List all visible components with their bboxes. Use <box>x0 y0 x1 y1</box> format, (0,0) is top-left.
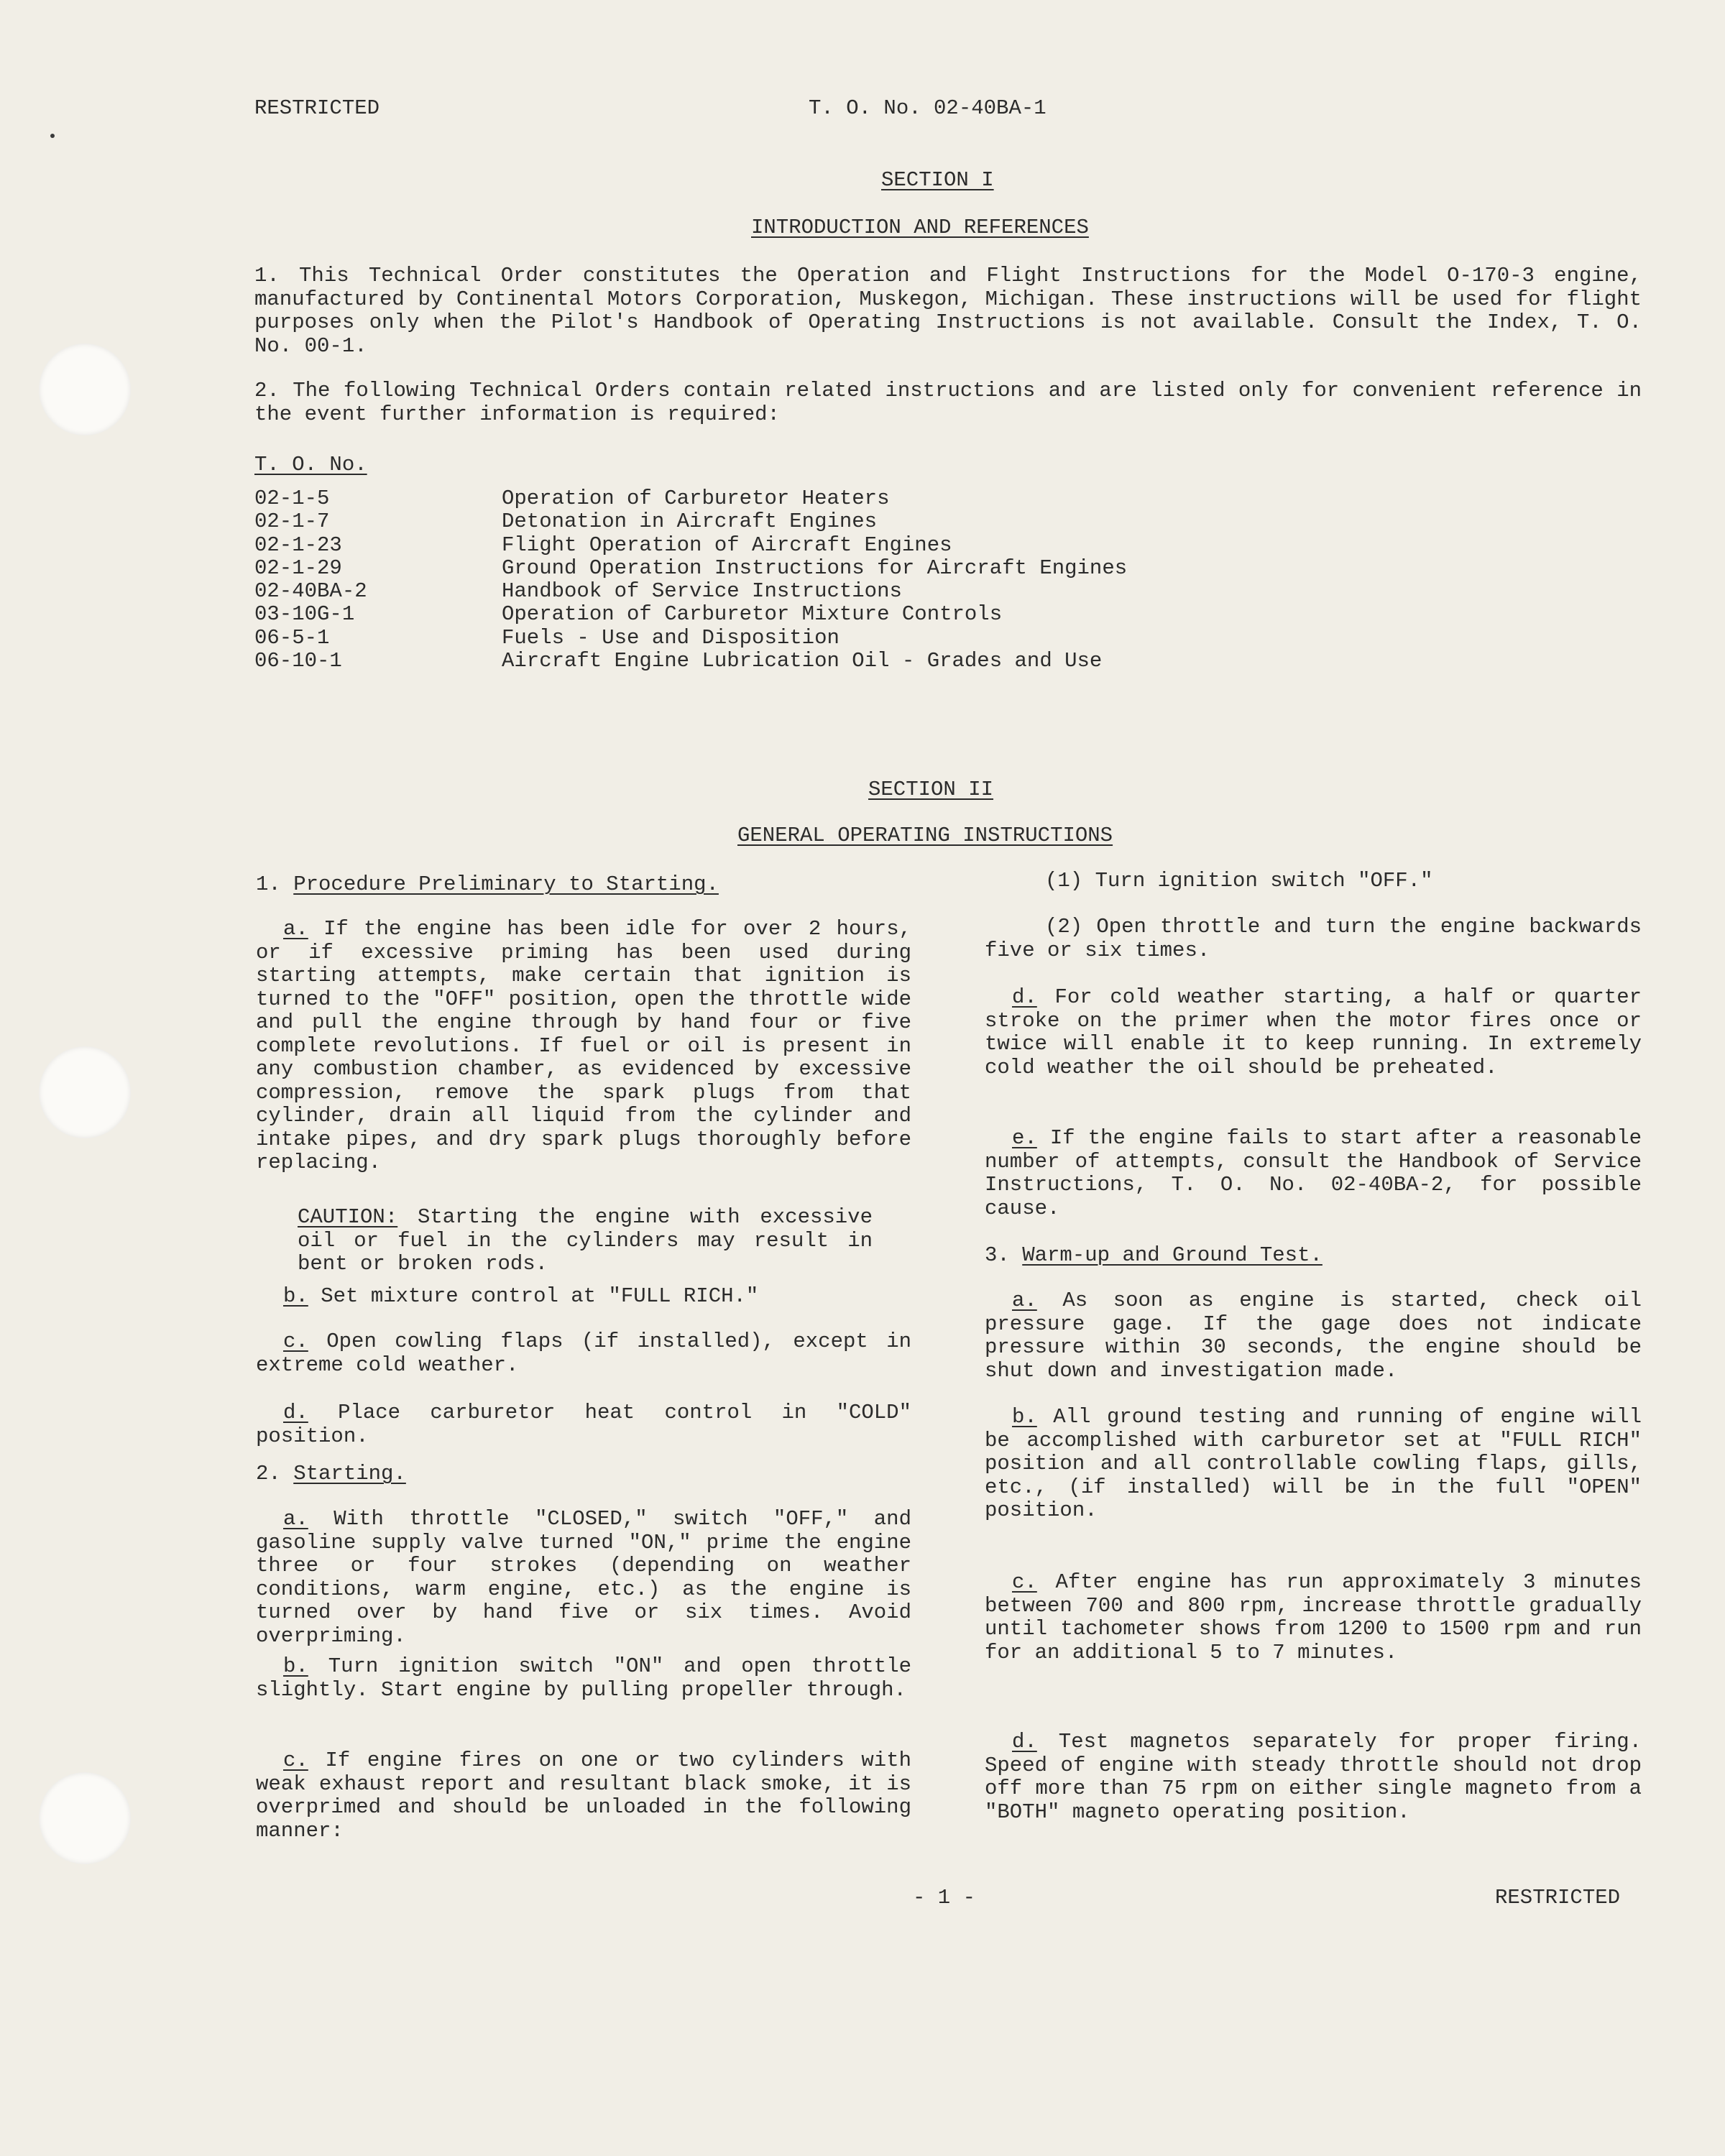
reference-title: Operation of Carburetor Heaters <box>502 487 890 510</box>
paragraph-2e <box>985 1127 1642 1220</box>
item-text: Set mixture control at "FULL RICH." <box>321 1284 759 1308</box>
subsection-title: Procedure Preliminary to Starting. <box>293 872 719 896</box>
item-letter: d. <box>283 1401 308 1424</box>
paragraph-3c <box>985 1571 1642 1664</box>
reference-title: Ground Operation Instructions for Aircraft Engines <box>502 556 1128 580</box>
item-text: For cold weather starting, a half or quarter stroke on the primer when the motor fires once or twice will enable it to keep running. In extremely cold weather the oil should be preheated. <box>985 985 1642 1079</box>
item-letter: d. <box>1012 1730 1037 1754</box>
refs-column-header: T. O. No. <box>254 453 367 476</box>
reference-number: 02-1-29 <box>254 556 342 580</box>
reference-row <box>254 650 1127 673</box>
subsection-number: 2. <box>256 1462 281 1485</box>
reference-title: Handbook of Service Instructions <box>502 579 902 604</box>
item-letter: b. <box>1012 1405 1037 1429</box>
paragraph-2b <box>256 1655 911 1702</box>
reference-number: 02-40BA-2 <box>254 579 367 604</box>
item-letter: c. <box>283 1330 308 1353</box>
page-number: - 1 - <box>913 1886 976 1909</box>
item-text: Place carburetor heat control in "COLD" position. <box>256 1401 911 1448</box>
paragraph-1c <box>256 1330 911 1377</box>
section-2-title: GENERAL OPERATING INSTRUCTIONS <box>737 824 1113 847</box>
paragraph-1d <box>256 1401 911 1448</box>
reference-number: 02-1-7 <box>254 510 330 534</box>
paragraph-2c1: (1) Turn ignition switch "OFF." <box>1045 869 1433 893</box>
punch-hole-bottom <box>39 1772 131 1864</box>
header-to-number: T. O. No. 02-40BA-1 <box>809 96 1046 120</box>
reference-row <box>254 603 1127 626</box>
subsection-number: 3. <box>985 1243 1010 1267</box>
item-text: Test magnetos separately for proper firing. Speed of engine with steady throttle should not drop off more than 75 rpm on either single magneto from a "BOTH" magneto operating position. <box>985 1730 1642 1824</box>
reference-number: 02-1-23 <box>254 533 342 557</box>
reference-title: Operation of Carburetor Mixture Controls <box>502 602 1003 627</box>
punch-hole-top <box>39 344 131 436</box>
subsection-number: 1. <box>256 872 281 896</box>
subsection-title: Starting. <box>293 1462 406 1485</box>
item-letter: a. <box>283 1507 308 1531</box>
section-1-paragraph-2: 2. The following Technical Orders contain related instructions and are listed only for convenient reference in the event further information is required: <box>254 379 1642 426</box>
reference-row <box>254 580 1127 603</box>
subsection-3-heading <box>985 1243 1322 1267</box>
item-letter: b. <box>283 1654 308 1678</box>
subsection-title: Warm-up and Ground Test. <box>1022 1243 1322 1267</box>
reference-number: 06-5-1 <box>254 625 330 650</box>
item-letter: d. <box>1012 985 1037 1009</box>
item-text: All ground testing and running of engine will be accomplished with carburetor set at "FULL RICH" position and all controllable cowling flaps, gills, etc., (if installed) will be in the full "OPEN" position. <box>985 1405 1642 1522</box>
item-letter: b. <box>283 1284 308 1308</box>
paragraph-3d <box>985 1731 1642 1824</box>
reference-number: 06-10-1 <box>254 649 342 673</box>
paragraph-2d <box>985 986 1642 1079</box>
paragraph-2c2: (2) Open throttle and turn the engine backwards five or six times. <box>985 915 1642 962</box>
reference-list <box>254 487 1127 673</box>
item-letter: c. <box>283 1749 308 1772</box>
item-text: If the engine has been idle for over 2 hours, or if excessive priming has been used during starting attempts, make certain that ignition is turned to the "OFF" position, open the throttle wide and pull the engine through by hand four or five complete revolutions. If fuel or oil is present in any combustion chamber, as evidenced by excessive compression, remove the spark plugs from that cylinder, drain all liquid from the cylinder and intake pipes, and dry spark plugs thoroughly before replacing. <box>256 917 911 1174</box>
section-2-heading: SECTION II <box>868 778 994 801</box>
paragraph-3a <box>985 1289 1642 1383</box>
reference-title: Fuels - Use and Disposition <box>502 625 840 650</box>
paragraph-1a <box>256 918 911 1175</box>
caution-text: Starting the engine with excessive oil or fuel in the cylinders may result in bent or broken rods. <box>298 1205 873 1276</box>
item-text: After engine has run approximately 3 minutes between 700 and 800 rpm, increase throttle gradually until tachometer shows from 1200 to 1500 rpm and run for an additional 5 to 7 minutes. <box>985 1570 1642 1664</box>
reference-title: Detonation in Aircraft Engines <box>502 510 878 534</box>
item-text: With throttle "CLOSED," switch "OFF," and gasoline supply valve turned "ON," prime the engine three or four strokes (depending on weather conditions, warm engine, etc.) as the engine is turned over by hand five or six times. Avoid overpriming. <box>256 1507 911 1648</box>
reference-row <box>254 487 1127 510</box>
item-text: Turn ignition switch "ON" and open throttle slightly. Start engine by pulling propeller through. <box>256 1654 912 1702</box>
reference-title: Flight Operation of Aircraft Engines <box>502 533 952 557</box>
subsection-2-heading <box>256 1462 406 1485</box>
punch-hole-middle <box>39 1046 131 1138</box>
item-text: As soon as engine is started, check oil pressure gage. If the gage does not indicate pressure within 30 seconds, the engine should be shut down and investigation made. <box>985 1289 1642 1383</box>
reference-number: 02-1-5 <box>254 487 330 510</box>
paper-speck <box>50 134 55 138</box>
section-1-heading: SECTION I <box>881 168 994 192</box>
reference-row <box>254 534 1127 557</box>
reference-title: Aircraft Engine Lubrication Oil - Grades and Use <box>502 649 1103 673</box>
item-text: Open cowling flaps (if installed), except in extreme cold weather. <box>256 1330 911 1377</box>
caution-label: CAUTION: <box>298 1205 398 1229</box>
reference-row <box>254 627 1127 650</box>
caution-note <box>298 1206 873 1276</box>
footer-classification: RESTRICTED <box>1495 1886 1621 1909</box>
paragraph-2c <box>256 1749 911 1843</box>
reference-number: 03-10G-1 <box>254 602 355 627</box>
item-letter: e. <box>1012 1126 1037 1150</box>
paragraph-2a <box>256 1508 911 1648</box>
paragraph-1b <box>256 1285 911 1309</box>
item-text: If engine fires on one or two cylinders with weak exhaust report and resultant black smoke, it is overprimed and should be unloaded in the following manner: <box>256 1749 911 1843</box>
reference-row <box>254 557 1127 580</box>
subsection-1-heading <box>256 872 719 896</box>
item-letter: a. <box>1012 1289 1037 1312</box>
section-1-title: INTRODUCTION AND REFERENCES <box>751 216 1089 239</box>
item-letter: c. <box>1012 1570 1037 1594</box>
section-1-paragraph-1: 1. This Technical Order constitutes the Operation and Flight Instructions for the Model O-170-3 engine, manufactured by Continental Motors Corporation, Muskegon, Michigan. These instructions will be used for flight purposes only when the Pilot's Handbook of Operating Instructions is not available. Consult the Index, T. O. No. 00-1. <box>254 264 1642 358</box>
item-text: If the engine fails to start after a reasonable number of attempts, consult the Handbook of Service Instructions, T. O. No. 02-40BA-2, for possible cause. <box>985 1126 1642 1220</box>
reference-row <box>254 510 1127 533</box>
header-classification: RESTRICTED <box>254 96 380 120</box>
item-letter: a. <box>283 917 308 941</box>
paragraph-3b <box>985 1406 1642 1523</box>
